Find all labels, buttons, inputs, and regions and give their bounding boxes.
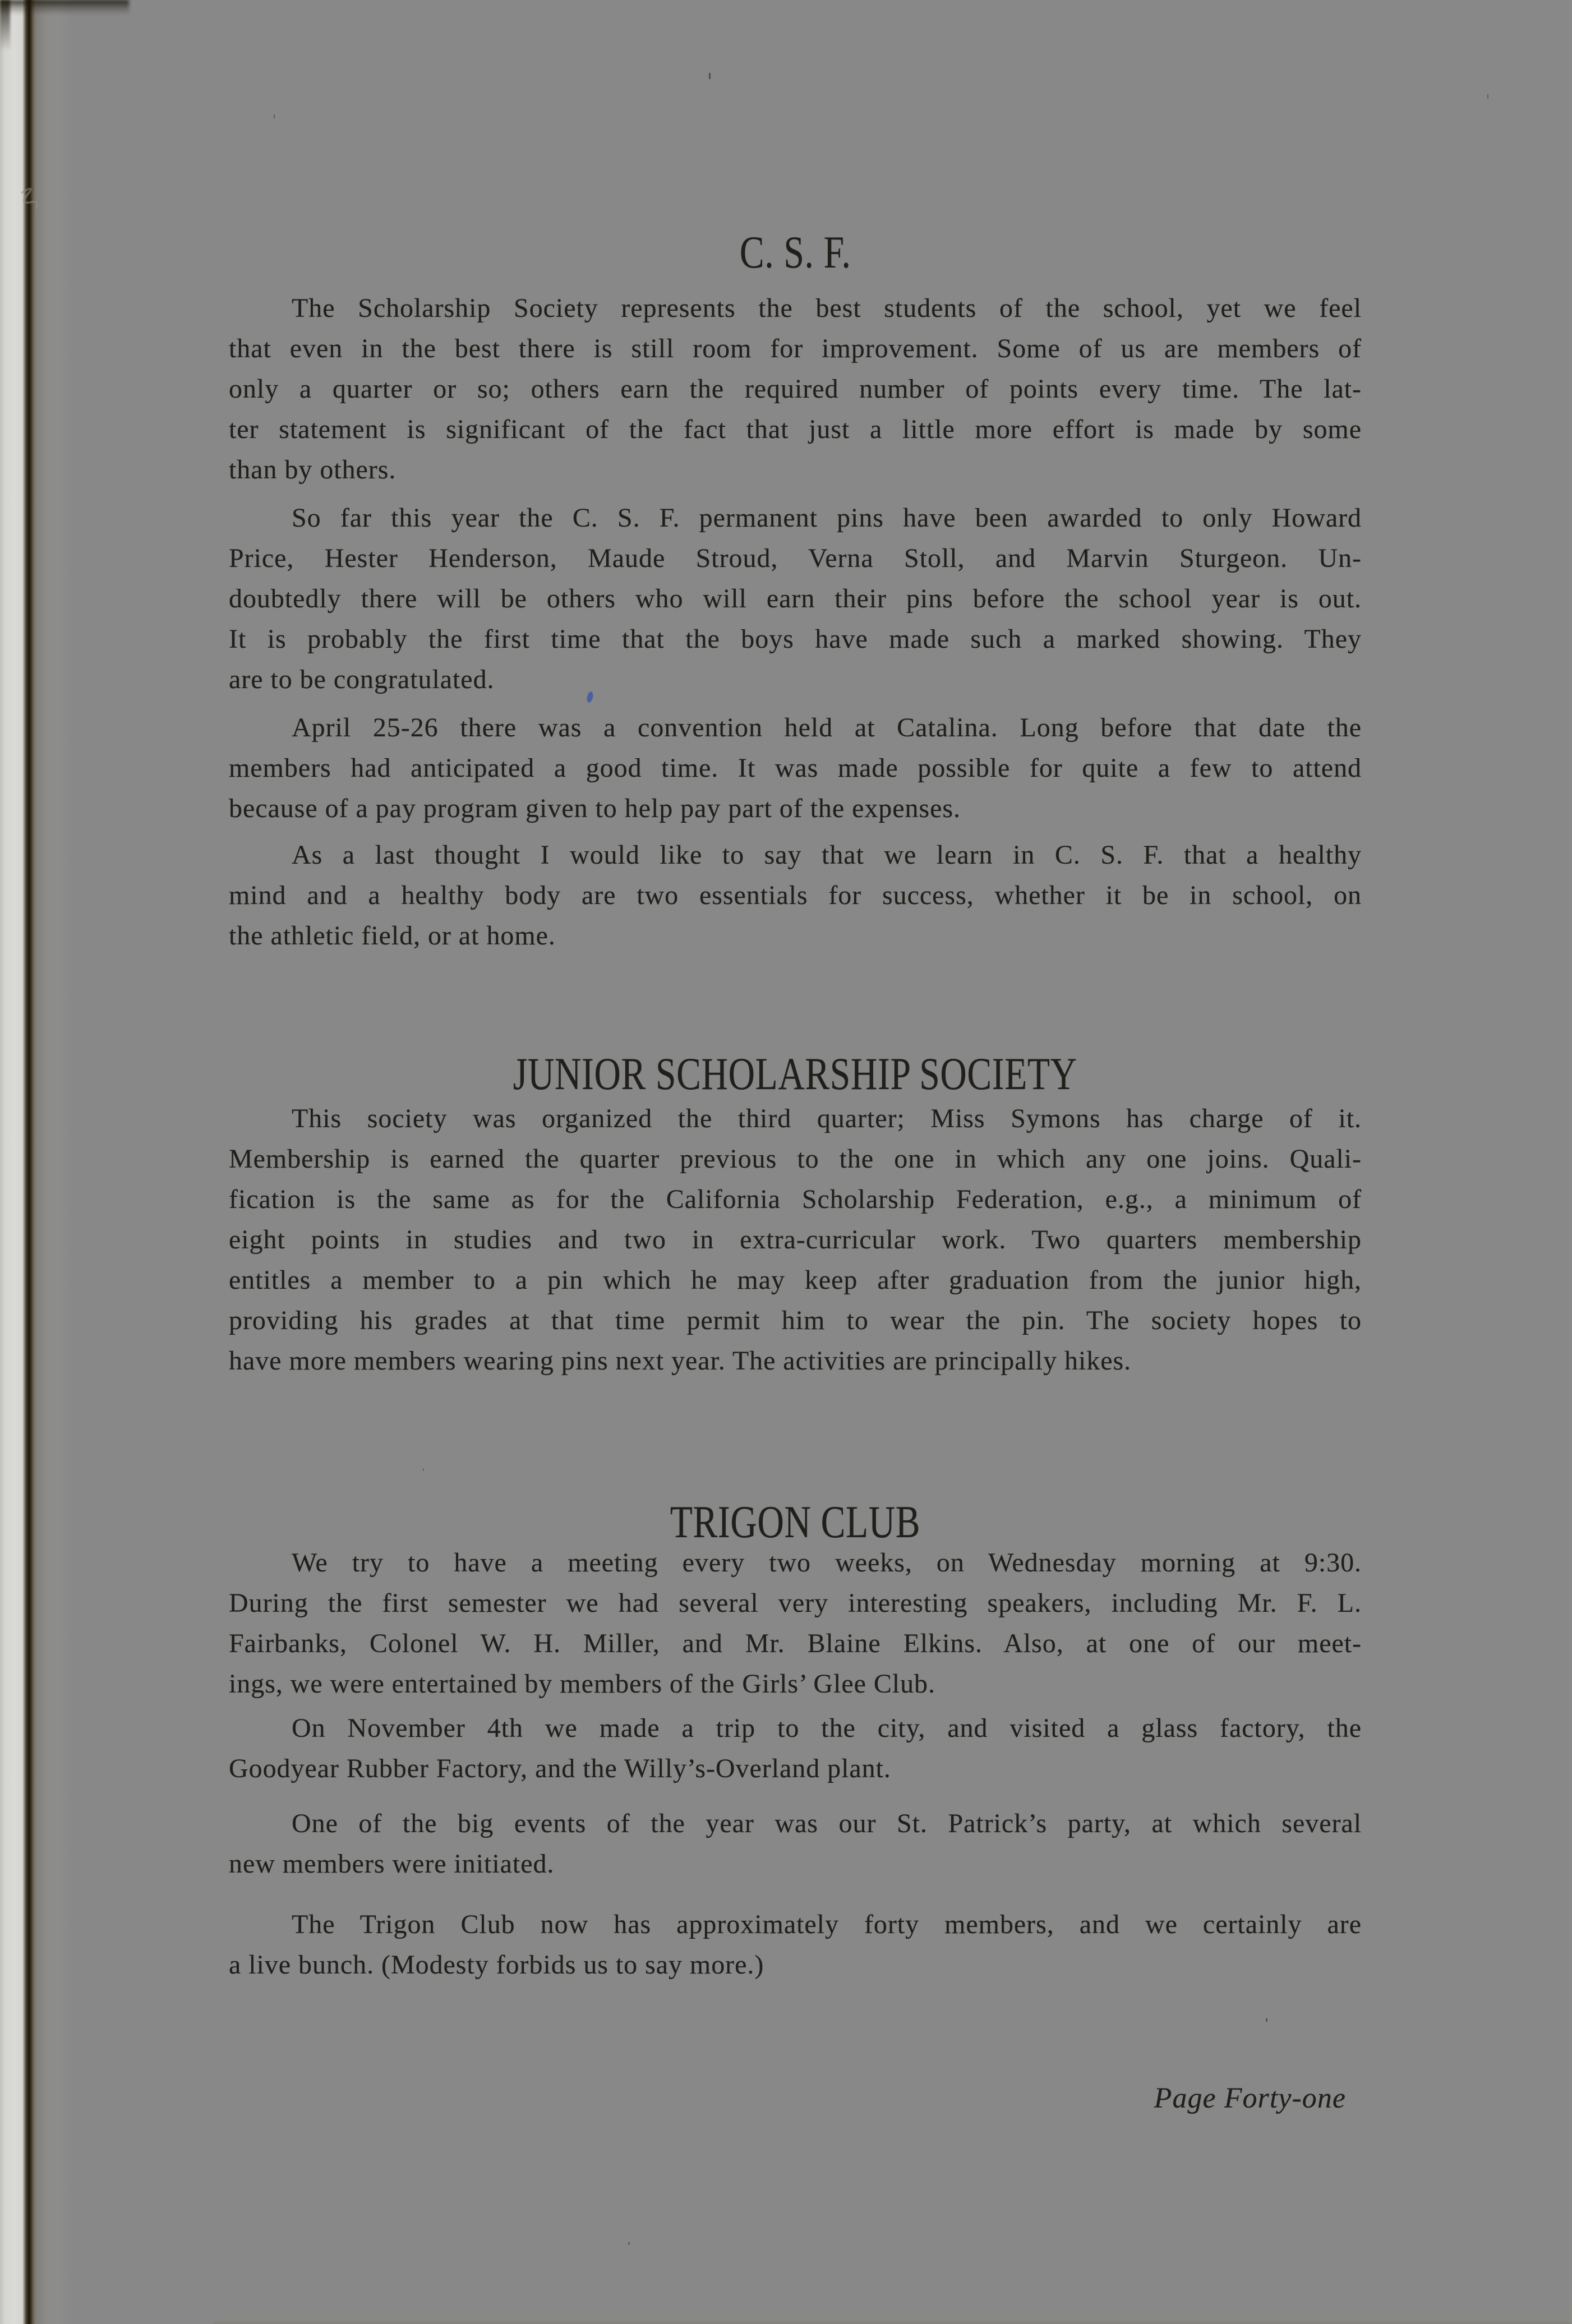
- text-line: members had anticipated a good time. It was made possible for quite a few to attend: [229, 753, 1362, 783]
- text-line: mind and a healthy body are two essentials for success, whether it be in school, on: [229, 880, 1362, 910]
- text-line: We try to have a meeting every two weeks, on Wednesday morning at 9:30.: [292, 1548, 1362, 1578]
- text-line: ter statement is significant of the fact that just a little more effort is made by some: [229, 414, 1362, 444]
- dust-speck: [423, 1468, 424, 1471]
- text-line: fication is the same as for the California Scholarship Federation, e.g., a minimum of: [229, 1184, 1362, 1214]
- corner-smudge: [0, 0, 10, 50]
- text-line: that even in the best there is still room for improvement. Some of us are members of: [229, 334, 1362, 363]
- text-line: Membership is earned the quarter previous to the one in which any one joins. Quali-: [229, 1144, 1362, 1174]
- page-number: Page Forty-one: [1154, 2082, 1346, 2114]
- section-title-text: C. S. F.: [739, 227, 851, 278]
- corner-smudge: [0, 0, 129, 15]
- dust-speck: [274, 114, 275, 118]
- section-title-junior-scholarship-society: [229, 1049, 1362, 1099]
- text-line: the athletic field, or at home.: [229, 921, 556, 951]
- text-line: On November 4th we made a trip to the city, and visited a glass factory, the: [292, 1713, 1362, 1743]
- text-line: It is probably the first time that the boys have made such a marked showing. They: [229, 624, 1362, 654]
- text-line: This society was organized the third quarter; Miss Symons has charge of it.: [292, 1104, 1362, 1133]
- paragraph: [229, 708, 1362, 829]
- text-line: because of a pay program given to help pay part of the expenses.: [229, 794, 961, 823]
- paragraph: [229, 1804, 1362, 1884]
- text-line: April 25-26 there was a convention held at Catalina. Long before that date the: [292, 713, 1362, 743]
- text-line: eight points in studies and two in extra-curricular work. Two quarters membership: [229, 1225, 1362, 1255]
- text-line: Fairbanks, Colonel W. H. Miller, and Mr. Blaine Elkins. Also, at one of our meet-: [229, 1629, 1362, 1658]
- dust-speck: [1266, 2018, 1267, 2022]
- paragraph: [229, 498, 1362, 700]
- text-line: entitles a member to a pin which he may keep after graduation from the junior high,: [229, 1265, 1362, 1295]
- section-title-csf: [229, 227, 1362, 278]
- text-line: providing his grades at that time permit him to wear the pin. The society hopes to: [229, 1306, 1362, 1335]
- section-title-text: TRIGON CLUB: [670, 1496, 921, 1547]
- dust-speck: [628, 2242, 630, 2245]
- text-line: During the first semester we had several very interesting speakers, including Mr. F. L.: [229, 1588, 1362, 1618]
- text-line: As a last thought I would like to say that we learn in C. S. F. that a healthy: [292, 840, 1362, 870]
- page-curve-shadow: [33, 0, 72, 2324]
- paragraph: [229, 835, 1362, 956]
- paragraph: [229, 1905, 1362, 1985]
- paragraph: [229, 1099, 1362, 1381]
- text-line: So far this year the C. S. F. permanent pins have been awarded to only Howard: [292, 503, 1362, 533]
- right-edge-shadow: [1566, 0, 1572, 2324]
- text-line: new members were initiated.: [229, 1849, 555, 1879]
- section-title-trigon-club: [229, 1497, 1362, 1547]
- text-line: than by others.: [229, 455, 397, 485]
- text-line: Price, Hester Henderson, Maude Stroud, Verna Stoll, and Marvin Sturgeon. Un-: [229, 543, 1362, 573]
- text-line: Goodyear Rubber Factory, and the Willy’s-Overland plant.: [229, 1754, 891, 1783]
- text-line: ings, we were entertained by members of the Girls’ Glee Club.: [229, 1669, 935, 1699]
- text-line: have more members wearing pins next year. The activities are principally hikes.: [229, 1346, 1132, 1376]
- text-line: One of the big events of the year was our St. Patrick’s party, at which several: [292, 1809, 1362, 1838]
- text-line: The Scholarship Society represents the best students of the school, yet we feel: [292, 293, 1362, 323]
- text-line: a live bunch. (Modesty forbids us to say more.): [229, 1950, 764, 1980]
- paragraph: [229, 1708, 1362, 1789]
- bottom-edge-shadow: [213, 2313, 1572, 2324]
- text-line: are to be congratulated.: [229, 665, 495, 694]
- text-line: doubtedly there will be others who will earn their pins before the school year is out.: [229, 584, 1362, 614]
- section-title-text: JUNIOR SCHOLARSHIP SOCIETY: [513, 1048, 1078, 1099]
- paragraph: [229, 288, 1362, 490]
- dust-speck: [709, 73, 711, 79]
- text-line: The Trigon Club now has approximately forty members, and we certainly are: [292, 1910, 1362, 1939]
- text-line: only a quarter or so; others earn the required number of points every time. The lat-: [229, 374, 1362, 404]
- paragraph: [229, 1543, 1362, 1704]
- dust-speck: [1487, 94, 1488, 99]
